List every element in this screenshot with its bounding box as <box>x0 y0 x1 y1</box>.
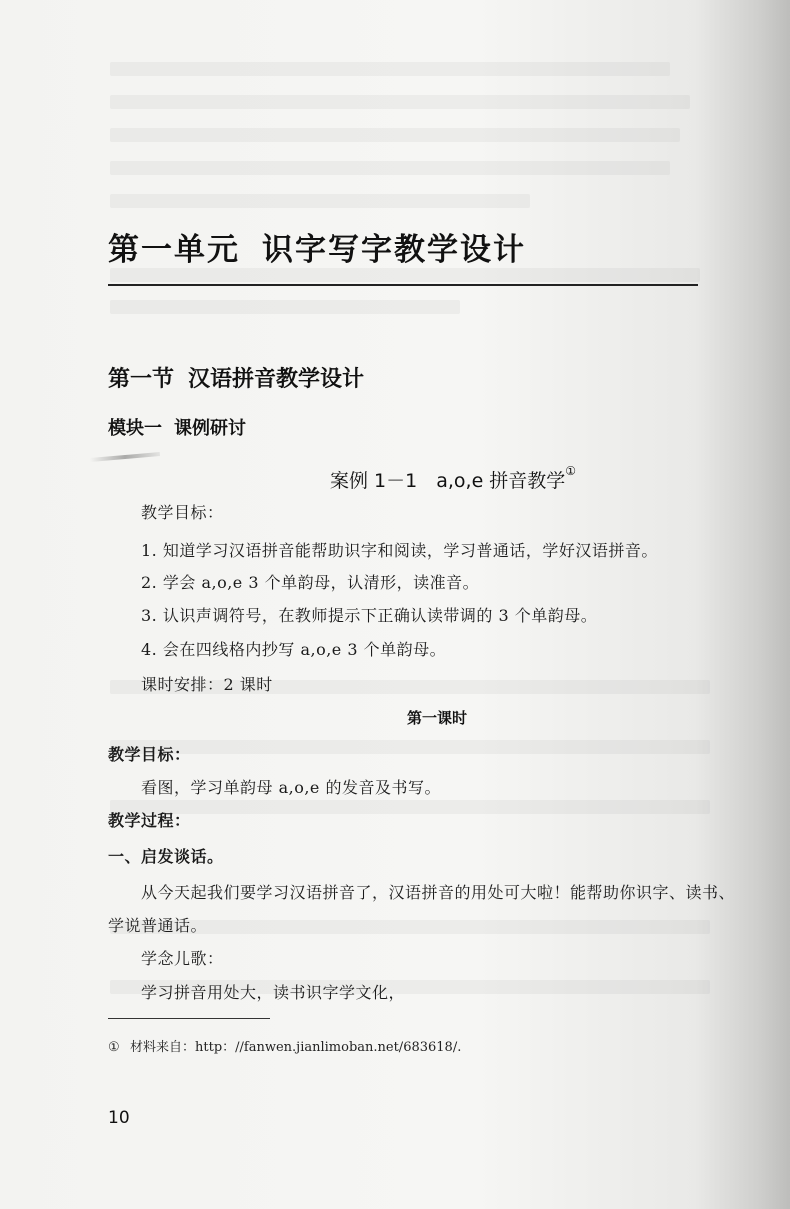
case-title-text: 案例 1－1 a,o,e 拼音教学 <box>330 470 566 492</box>
lesson-goals-label: 教学目标： <box>108 745 191 764</box>
pencil-mark <box>90 452 160 462</box>
footnote-reference-mark: ① <box>565 464 577 478</box>
page-number: 10 <box>108 1108 130 1128</box>
song-line: 学习拼音用处大，读书识字学文化， <box>141 983 406 1002</box>
module-name: 课例研讨 <box>174 418 246 439</box>
paragraph-line: 学说普通话。 <box>108 916 208 935</box>
footnote-rule <box>108 1018 270 1019</box>
lesson-title: 第一课时 <box>407 709 468 727</box>
lesson-goals-text: 看图，学习单韵母 a,o,e 的发音及书写。 <box>141 778 441 797</box>
process-label: 教学过程： <box>108 811 191 830</box>
bleed-through-line <box>110 268 700 282</box>
unit-title <box>108 224 526 269</box>
paragraph-line: 从今天起我们要学习汉语拼音了，汉语拼音的用处可大啦！能帮助你识字、读书、 <box>141 883 736 902</box>
goals-label: 教学目标： <box>141 503 224 522</box>
unit-name: 识字写字教学设计 <box>262 232 526 268</box>
unit-number: 第一单元 <box>108 232 240 268</box>
bleed-through-line <box>110 95 690 109</box>
module-title <box>108 414 246 440</box>
bleed-through-line <box>110 128 680 142</box>
goal-item-2: 2. 学会 a,o,e 3 个单韵母，认清形，读准音。 <box>141 573 480 592</box>
schedule-text: 课时安排：2 课时 <box>141 675 273 694</box>
unit-title-rule <box>108 284 698 286</box>
song-label: 学念儿歌： <box>141 949 224 968</box>
footnote <box>108 1036 461 1055</box>
bleed-through-line <box>110 62 670 76</box>
process-step-1: 一、启发谈话。 <box>108 847 224 866</box>
footnote-text: 材料来自：http：//fanwen.jianlimoban.net/683618/. <box>130 1040 462 1055</box>
bleed-through-line <box>110 161 670 175</box>
bleed-through-line <box>110 740 710 754</box>
section-title <box>108 362 364 393</box>
bleed-through-line <box>110 194 530 208</box>
goal-item-1: 1. 知道学习汉语拼音能帮助识字和阅读，学习普通话，学好汉语拼音。 <box>141 541 658 560</box>
case-title <box>330 466 576 493</box>
module-number: 模块一 <box>108 418 162 439</box>
section-name: 汉语拼音教学设计 <box>188 367 365 392</box>
goal-item-4: 4. 会在四线格内抄写 a,o,e 3 个单韵母。 <box>141 640 447 659</box>
section-number: 第一节 <box>108 367 175 392</box>
bleed-through-line <box>110 300 460 314</box>
bleed-through-line <box>110 800 710 814</box>
goal-item-3: 3. 认识声调符号，在教师提示下正确认读带调的 3 个单韵母。 <box>141 606 598 625</box>
footnote-mark: ① <box>108 1040 120 1055</box>
